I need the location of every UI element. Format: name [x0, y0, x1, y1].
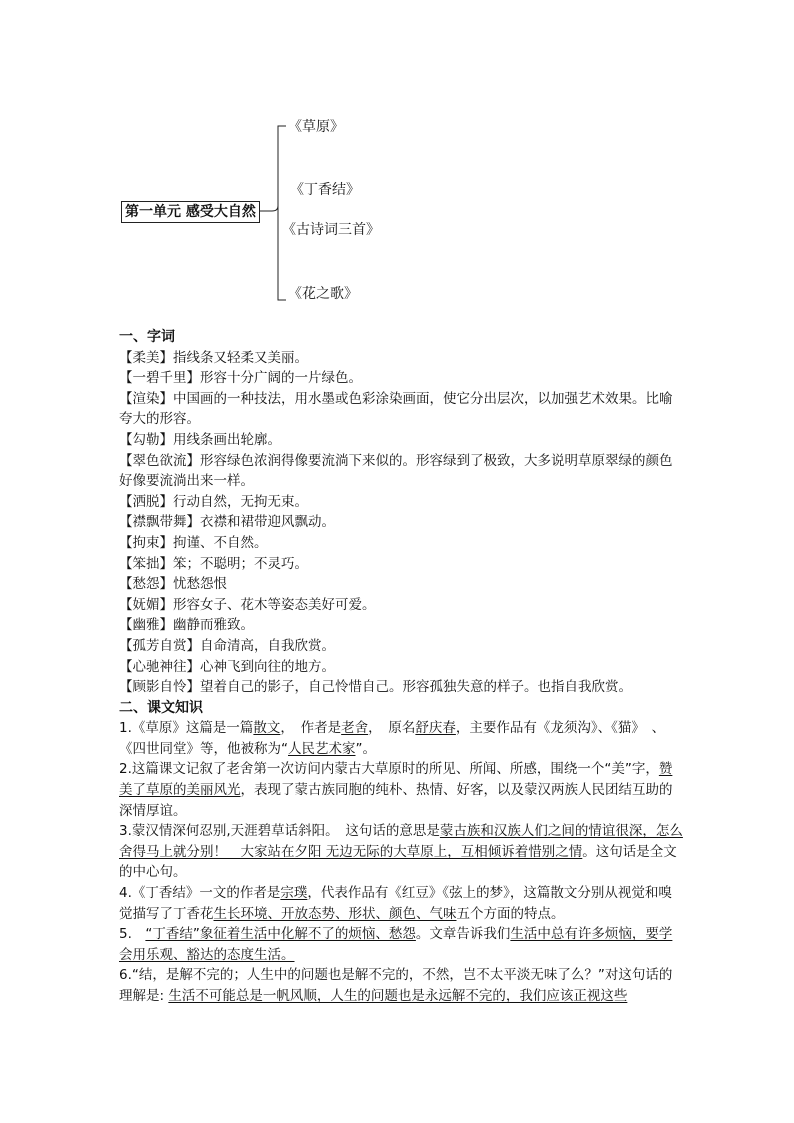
- vocab-entry: 【孤芳自赏】自命清高，自我欣赏。: [119, 637, 335, 654]
- branch-dingxiangjie: 《丁香结》: [290, 182, 360, 198]
- vocab-entry: 【洒脱】行动自然，无拘无束。: [119, 493, 308, 510]
- vocab-entry: 【愁怨】忧愁怨恨: [119, 576, 227, 593]
- knowledge-item-6: 6.“结，是解不完的；人生中的问题也是解不完的，不然，岂不太平淡无味了么？”对这句话的理解是: 生活不可能总是一帆风顺，人生的问题也是永远解不完的，我们应该正视这些: [119, 967, 673, 1004]
- branch-gushici: 《古诗词三首》: [282, 222, 380, 238]
- vocab-entry: 【心驰神往】心神飞到向往的地方。: [119, 658, 335, 675]
- vocab-entry: 【一碧千里】形容十分广阔的一片绿色。: [119, 370, 362, 387]
- vocab-entry: 【渲染】中国画的一种技法，用水墨或色彩涂染画面，使它分出层次，以加强艺术效果。比喻夸大的形容。: [119, 390, 673, 428]
- vocab-entry: 【笨拙】笨；不聪明；不灵巧。: [119, 555, 308, 572]
- vocab-entry: 【翠色欲流】形容绿色浓润得像要流淌下来似的。形容绿到了极致，大多说明草原翠绿的颜色好像要流淌出来一样。: [119, 452, 673, 490]
- section-heading-words: 一、字词: [119, 329, 175, 345]
- vocab-entry: 【拘束】拘谨、不自然。: [119, 534, 268, 551]
- branch-caoyuan: 《草原》: [288, 119, 344, 135]
- knowledge-item-3: 3.蒙汉情深何忍别,天涯碧草话斜阳。 这句话的意思是蒙古族和汉族人们之间的情谊很深，怎么舍得马上就分别！ 大家站在夕阳 无边无际的大草原上，互相倾诉着惜别之情。这句话是全文的中心句。: [119, 823, 683, 881]
- knowledge-item-5: 5. “丁香结”象征着生活中化解不了的烦恼、愁怨。文章告诉我们生活中总有许多烦恼，要学会用乐观、豁达的态度生活。: [119, 926, 673, 963]
- brace-connector: [260, 110, 300, 310]
- knowledge-item-1: 1.《草原》这篇是一篇散文， 作者是老舍， 原名舒庆春，主要作品有《龙须沟》、《猫》 、《四世同堂》等，他被称为“人民艺术家”。: [119, 720, 666, 757]
- knowledge-item-4: 4.《丁香结》一文的作者是宗璞，代表作品有《红豆》《弦上的梦》，这篇散文分别从视觉和嗅觉描写了丁香花生长环境、开放态势、形状、颜色、气味五个方面的特点。: [119, 885, 672, 922]
- section-heading-knowledge: 二、课文知识: [119, 699, 203, 716]
- vocab-entry: 【柔美】指线条又轻柔又美丽。: [119, 349, 308, 366]
- vocab-entry: 【妩媚】形容女子、花木等姿态美好可爱。: [119, 596, 376, 613]
- document-body: [119, 327, 683, 1007]
- branch-huazhige: 《花之歌》: [288, 286, 358, 302]
- knowledge-item-2: 2.这篇课文记叙了老舍第一次访问内蒙古大草原时的所见、所闻、所感，围绕一个“美”字，赞美了草原的美丽风光，表现了蒙古族同胞的纯朴、热情、好客，以及蒙汉两族人民团结互助的深情厚谊。: [119, 761, 673, 819]
- vocab-entry: 【顾影自怜】望着自己的影子，自己怜惜自己。形容孤独失意的样子。也指自我欣赏。: [119, 679, 632, 696]
- unit-title-box: 第一单元 感受大自然: [121, 201, 260, 223]
- vocab-entry: 【勾勒】用线条画出轮廓。: [119, 431, 281, 448]
- vocab-entry: 【襟飘带舞】衣襟和裙带迎风飘动。: [119, 514, 335, 531]
- vocab-entry: 【幽雅】幽静而雅致。: [119, 617, 254, 634]
